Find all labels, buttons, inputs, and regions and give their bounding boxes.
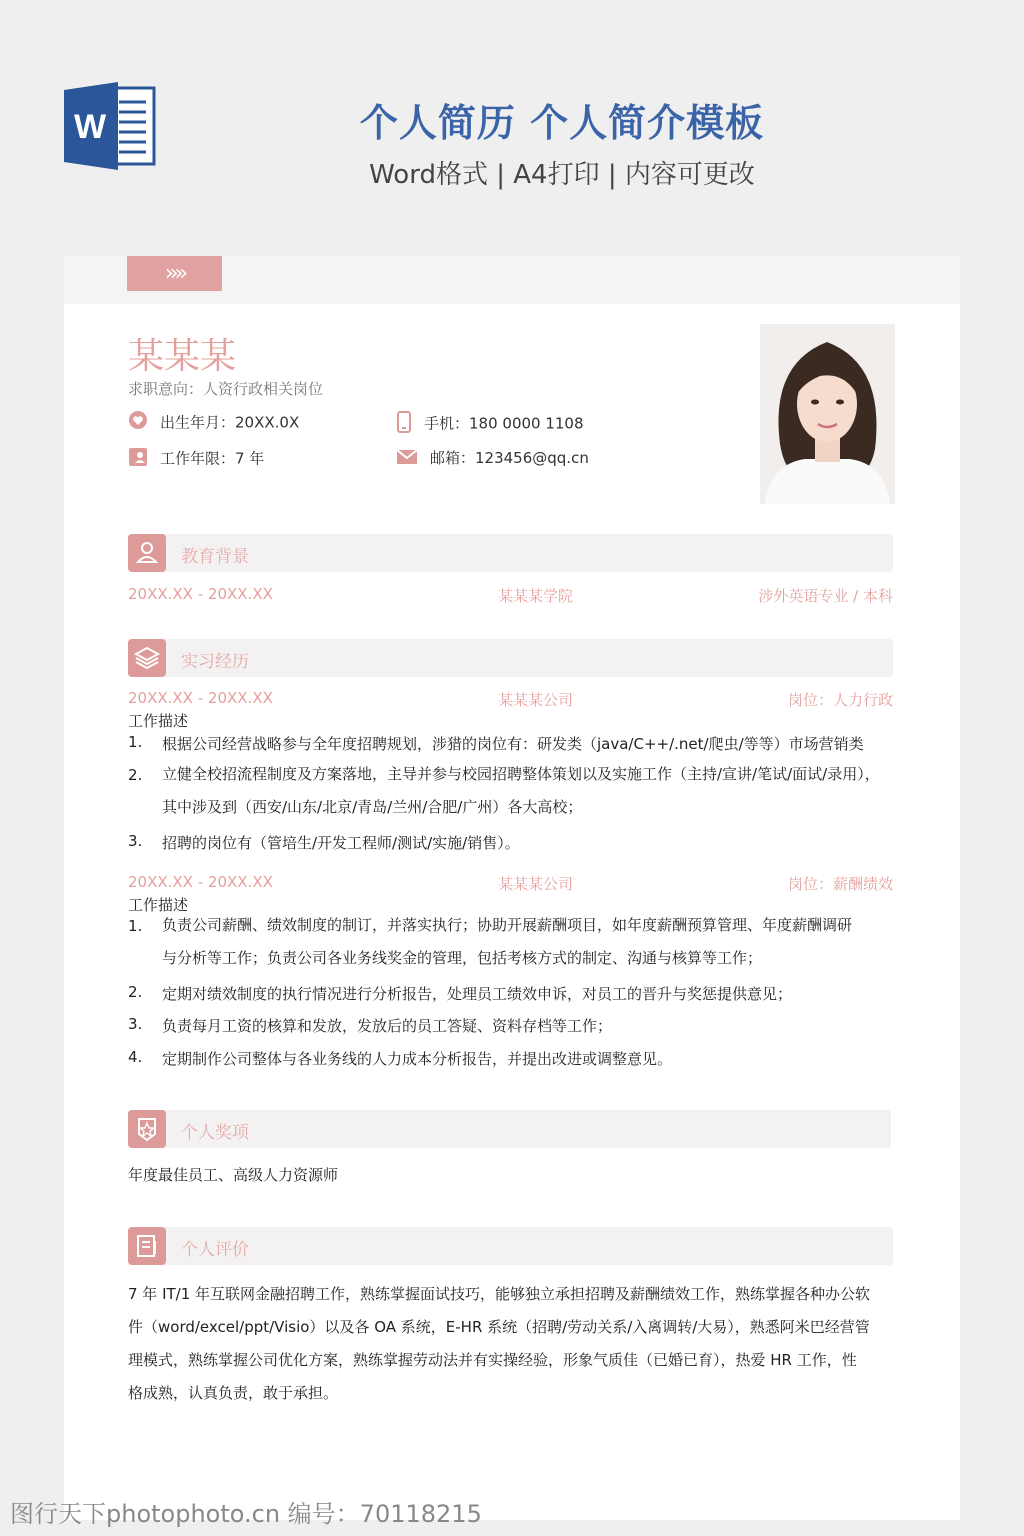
email-text: 邮箱：123456@qq.cn bbox=[430, 449, 589, 467]
arrow-tag: ›››› bbox=[127, 256, 222, 291]
job-position: 岗位：人力行政 bbox=[787, 691, 893, 709]
birth-info bbox=[128, 411, 299, 435]
heart-icon bbox=[128, 411, 148, 435]
awards-title: 个人奖项 bbox=[181, 1123, 249, 1143]
id-card-icon bbox=[128, 447, 148, 471]
education-title: 教育背景 bbox=[181, 547, 249, 567]
internship-header bbox=[128, 639, 893, 677]
job-company: 某某某公司 bbox=[498, 875, 574, 893]
notes-icon bbox=[128, 1227, 166, 1265]
internship-title: 实习经历 bbox=[181, 652, 249, 672]
phone-info bbox=[396, 411, 584, 437]
page-subtitle: Word格式 | A4打印 | 内容可更改 bbox=[369, 160, 755, 190]
list-item: 4. 定期制作公司整体与各业务线的人力成本分析报告，并提出改进或调整意见。 bbox=[128, 1048, 673, 1068]
candidate-name: 某某某 bbox=[128, 336, 237, 377]
phone-icon bbox=[396, 411, 412, 437]
job-intent: 求职意向：人资行政相关岗位 bbox=[128, 380, 324, 398]
list-item: 3. 负责每月工资的核算和发放，发放后的员工答疑、资料存档等工作； bbox=[128, 1015, 613, 1035]
list-item: 2. 定期对绩效制度的执行情况进行分析报告，处理员工绩效申诉，对员工的晋升与奖惩提供意见； bbox=[128, 983, 793, 1003]
edu-school: 某某某学院 bbox=[498, 587, 574, 605]
page-title: 个人简历 个人简介模板 bbox=[359, 101, 765, 145]
list-item: 3. 招聘的岗位有（管培生/开发工程师/测试/实施/销售）。 bbox=[128, 832, 520, 852]
list-item: 1. 负责公司薪酬、绩效制度的制订，并落实执行；协助开展薪酬项目，如年度薪酬预算管理、年度薪酬调研 与分析等工作；负责公司各业务线奖金的管理，包括考核方式的制定、沟通与核算等工作； bbox=[128, 916, 853, 967]
profile-photo bbox=[760, 324, 895, 504]
awards-header bbox=[128, 1110, 891, 1148]
phone-text: 手机：180 0000 1108 bbox=[424, 414, 584, 433]
mail-icon bbox=[396, 449, 418, 469]
word-logo-letter: W bbox=[73, 108, 107, 146]
watermark: 图行天下photophoto.cn 编号：70118215 bbox=[10, 1500, 482, 1528]
edu-date: 20XX.XX - 20XX.XX bbox=[128, 585, 273, 603]
email-info bbox=[396, 447, 589, 469]
job-desc-label: 工作描述 bbox=[128, 896, 189, 914]
edu-major: 涉外英语专业 / 本科 bbox=[758, 587, 893, 605]
badge-icon bbox=[128, 1110, 166, 1148]
evaluation-header bbox=[128, 1227, 893, 1265]
education-icon bbox=[128, 534, 166, 572]
evaluation-text: 7 年 IT/1 年互联网金融招聘工作，熟练掌握面试技巧，能够独立承担招聘及薪酬绩效工作，熟练掌握各种办公软 件（word/excel/ppt/Visio）以及各 OA 系统，E-HR 系统（招聘/劳动关系/入离调转/大易），熟悉阿米巴经营管 理模式，熟练掌握公司优化方案，熟练掌握劳动法并有实操经验，形象气质佳（已婚已育），热爱 HR 工作，性 格成熟，认真负责，敢于承担。 bbox=[128, 1285, 871, 1402]
years-info bbox=[128, 447, 264, 471]
evaluation-title: 个人评价 bbox=[181, 1240, 249, 1260]
job-desc-label: 工作描述 bbox=[128, 712, 189, 730]
years-text: 工作年限：7 年 bbox=[160, 449, 265, 468]
list-item: 1. 根据公司经营战略参与全年度招聘规划，涉猎的岗位有：研发类（java/C++/.net/爬虫/等等）市场营销类 bbox=[128, 733, 864, 753]
list-item: 2. 立健全校招流程制度及方案落地，主导并参与校园招聘整体策划以及实施工作（主持/宣讲/笔试/面试/录用）， 其中涉及到（西安/山东/北京/青岛/兰州/合肥/广州）各大高校； bbox=[128, 765, 880, 816]
layers-icon bbox=[128, 639, 166, 677]
job-company: 某某某公司 bbox=[498, 691, 574, 709]
awards-text: 年度最佳员工、高级人力资源师 bbox=[128, 1166, 339, 1184]
birth-text: 出生年月：20XX.0X bbox=[160, 413, 300, 432]
education-header bbox=[128, 534, 893, 572]
job-date: 20XX.XX - 20XX.XX bbox=[128, 873, 273, 891]
job-position: 岗位：薪酬绩效 bbox=[787, 875, 893, 893]
job-date: 20XX.XX - 20XX.XX bbox=[128, 689, 273, 707]
